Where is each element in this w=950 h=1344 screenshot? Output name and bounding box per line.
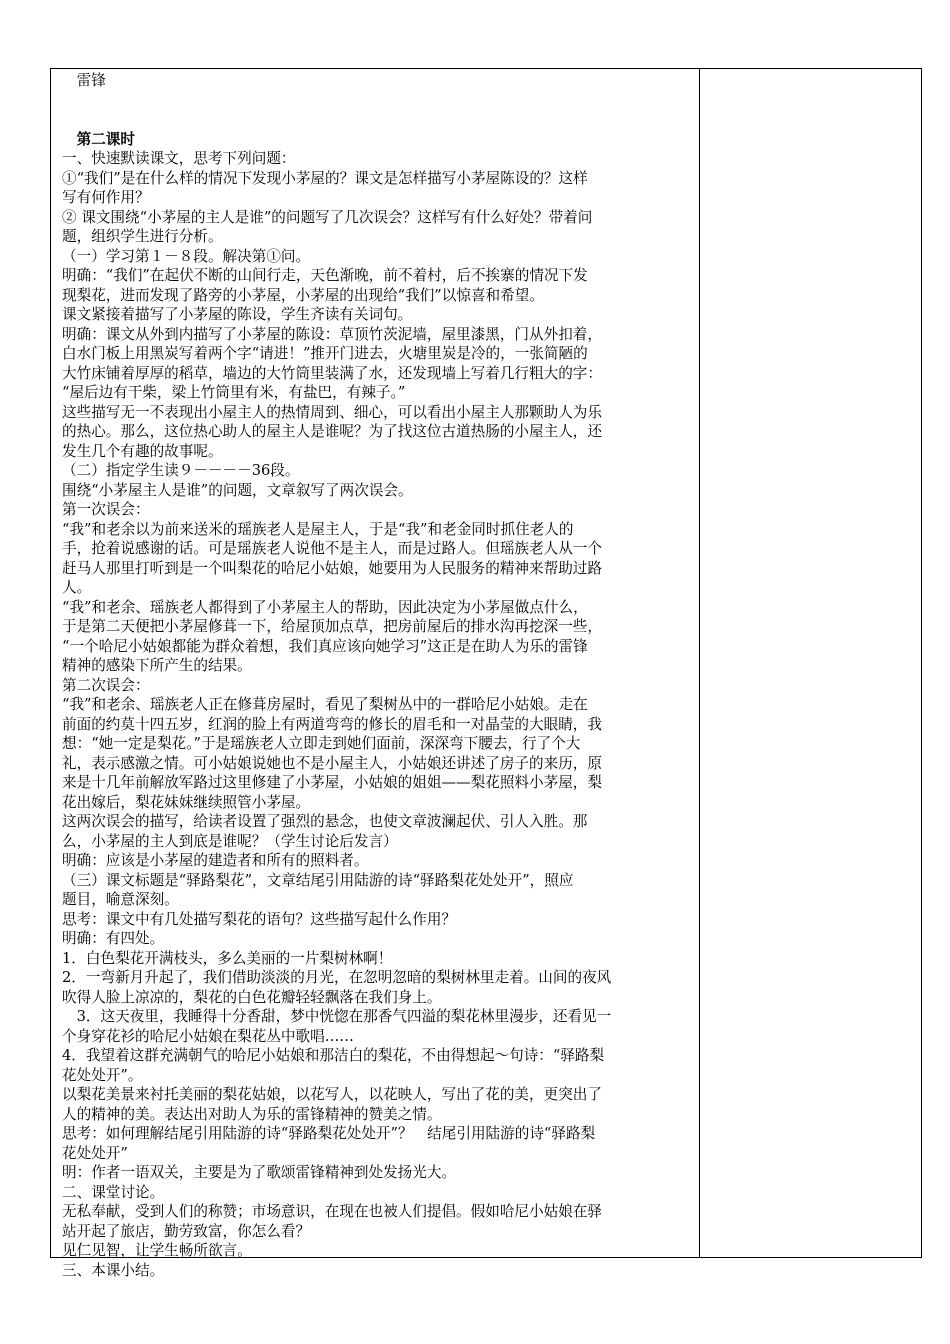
text-line: 见仁见智，让学生畅所欲言。 (62, 1242, 252, 1259)
text-line: “我”和老余、瑶族老人都得到了小茅屋主人的帮助，因此决定为小茅屋做点什么， (62, 598, 588, 616)
text-line: 的热心。那么，这位热心助人的屋主人是谁呢？为了找这位古道热肠的小屋主人，还 (62, 423, 602, 440)
text-line: 赶马人那里打听到是一个叫梨花的哈尼小姑娘，她要用为人民服务的精神来帮助过路 (62, 559, 602, 577)
text-line: 思考：如何理解结尾引用陆游的诗“驿路梨花处处开”？ 结尾引用陆游的诗“驿路梨 (62, 1125, 596, 1142)
text-line: 明：作者一语双关，主要是为了歌颂雷锋精神到处发扬光大。 (62, 1164, 457, 1181)
text-line: 前面的约莫十四五岁，红润的脸上有两道弯弯的修长的眉毛和一对晶莹的大眼睛，我 (62, 715, 602, 733)
text-line: “屋后边有干柴，梁上竹筒里有米，有盐巴，有辣子。” (62, 384, 406, 401)
text-line: 3．这天夜里，我睡得十分香甜，梦中恍惚在那香气四溢的梨花林里漫步，还看见一 (62, 1008, 612, 1025)
text-line: 这两次误会的描写，给读者设置了强烈的悬念，也使文章波澜起伏、引人入胜。那 (62, 813, 588, 830)
text-line: 1．白色梨花开满枝头，多么美丽的一片梨树林啊！ (62, 949, 393, 967)
text-line: 于是第二天便把小茅屋修葺一下，给屋顶加点草，把房前屋后的排水沟再挖深一些， (62, 618, 602, 635)
text-line: 花处处开” (62, 1144, 128, 1162)
text-line: 大竹床铺着厚厚的稻草，墙边的大竹筒里装满了水，还发现墙上写着几行粗大的字： (62, 364, 602, 382)
lesson-plan-table (50, 68, 922, 1279)
text-line: 三、本课小结。 (62, 1261, 165, 1279)
text-line: 明确：“我们”在起伏不断的山间行走，天色渐晚，前不着村，后不挨寨的情况下发 (62, 267, 588, 284)
text-line: 明确：有四处。 (62, 930, 165, 947)
text-line: 题目，喻意深刻。 (62, 891, 179, 908)
text-line: 吹得人脸上凉凉的，梨花的白色花瓣轻轻飘落在我们身上。 (62, 988, 442, 1006)
text-line: 站开起了旅店，勤劳致富，你怎么看？ (62, 1222, 311, 1240)
text-line: 来是十几年前解放军路过这里修建了小茅屋，小姑娘的姐姐——梨花照料小茅屋，梨 (62, 774, 602, 791)
text-line: 以梨花美景来衬托美丽的梨花姑娘，以花写人，以花映人，写出了花的美，更突出了 (62, 1086, 602, 1103)
text-line: “我”和老余、瑶族老人正在修葺房屋时，看见了梨树丛中的一群哈尼小姑娘。走在 (62, 696, 588, 713)
text-line: （三）课文标题是“驿路梨花”，文章结尾引用陆游的诗“驿路梨花处处开”，照应 (62, 871, 574, 889)
notes-cell (700, 69, 921, 1257)
text-line: 精神的感染下所产生的结果。 (62, 657, 252, 674)
text-line: 现梨花，进而发现了路旁的小茅屋，小茅屋的出现给“我们”以惊喜和希望。 (62, 286, 544, 304)
text-line: ①“我们”是在什么样的情况下发现小茅屋的？课文是怎样描写小茅屋陈设的？这样 (62, 169, 588, 187)
text-line: 明确：课文从外到内描写了小茅屋的陈设：草顶竹茨泥墙，屋里漆黑，门从外扣着， (62, 325, 602, 343)
text-line: ② 课文围绕“小茅屋的主人是谁”的问题写了几次误会？这样写有什么好处？带着问 (62, 208, 593, 226)
text-line: 花处处开”。 (62, 1066, 143, 1084)
text-line: “一个哈尼小姑娘都能为群众着想，我们真应该向她学习”这正是在助人为乐的雷锋 (62, 637, 588, 655)
text-line: 白水门板上用黑炭写着两个字“请进！”推开门进去，火塘里炭是冷的，一张简陋的 (62, 345, 588, 362)
text-line: （一）学习第１－８段。解决第①问。 (62, 247, 311, 265)
text-line: 雷锋 (62, 72, 106, 89)
text-line: 人。 (62, 579, 92, 596)
text-line: 个身穿花衫的哈尼小姑娘在梨花丛中歌唱…… (62, 1027, 354, 1045)
text-line: 想：“她一定是梨花。”于是瑶族老人立即走到她们面前，深深弯下腰去，行了个大 (62, 735, 581, 752)
section-title: 第二课时 (62, 130, 135, 148)
text-line: 第一次误会： (62, 501, 150, 518)
text-line: 人的精神的美。表达出对助人为乐的雷锋精神的赞美之情。 (62, 1105, 442, 1123)
text-line: 题，组织学生进行分析。 (62, 228, 223, 245)
text-line: 无私奉献，受到人们的称赞；市场意识，在现在也被人们提倡。假如哈尼小姑娘在驿 (62, 1203, 602, 1220)
lesson-content-cell (62, 71, 692, 1280)
text-line: 么，小茅屋的主人到底是谁呢？（学生讨论后发言） (62, 832, 398, 850)
text-line: 2．一弯新月升起了，我们借助淡淡的月光，在忽明忽暗的梨树林里走着。山间的夜风 (62, 969, 612, 986)
text-line: 思考：课文中有几处描写梨花的语句？这些描写起什么作用？ (62, 910, 457, 928)
text-line: 发生几个有趣的故事呢。 (62, 442, 223, 460)
text-line: 围绕“小茅屋主人是谁”的问题，文章叙写了两次误会。 (62, 481, 413, 499)
text-line: 这些描写无一不表现出小屋主人的热情周到、细心，可以看出小屋主人那颗助人为乐 (62, 403, 602, 421)
text-line: 礼，表示感激之情。可小姑娘说她也不是小屋主人，小姑娘还讲述了房子的来历，原 (62, 754, 602, 772)
text-line: 4．我望着这群充满朝气的哈尼小姑娘和那洁白的梨花，不由得想起～句诗：“驿路梨 (62, 1047, 605, 1064)
text-line: 明确：应该是小茅屋的建造者和所有的照料者。 (62, 852, 369, 869)
blank-gap (62, 91, 692, 130)
text-line: 第二次误会： (62, 676, 150, 694)
text-line: 一、快速默读课文，思考下列问题： (62, 150, 296, 167)
text-line: 花出嫁后，梨花妹妹继续照管小茅屋。 (62, 793, 311, 811)
text-line: 课文紧接着描写了小茅屋的陈设，学生齐读有关词句。 (62, 306, 413, 323)
text-line: 手，抢着说感谢的话。可是瑶族老人说他不是主人，而是过路人。但瑶族老人从一个 (62, 540, 602, 557)
text-line: （二）指定学生读９－－－－36段。 (62, 462, 300, 479)
text-line: 二、课堂讨论。 (62, 1183, 165, 1201)
text-line: “我”和老余以为前来送米的瑶族老人是屋主人，于是“我”和老金同时抓住老人的 (62, 520, 574, 538)
text-line: 写有何作用？ (62, 189, 150, 206)
